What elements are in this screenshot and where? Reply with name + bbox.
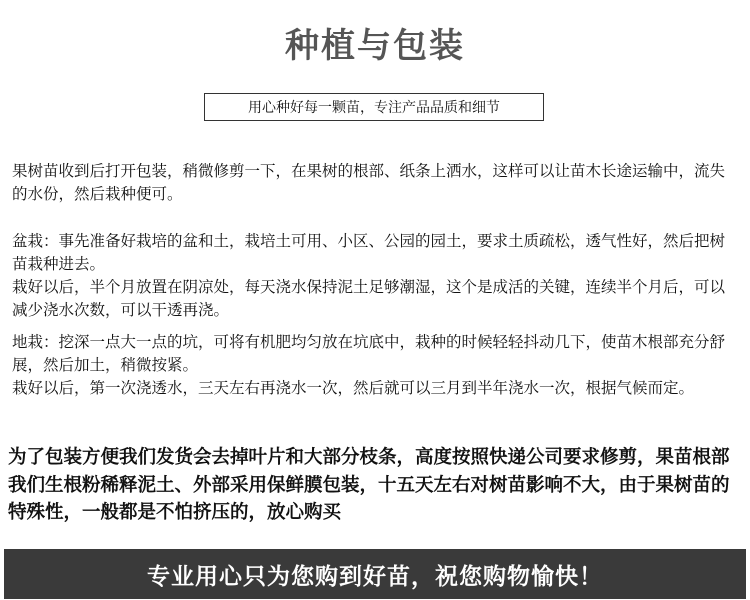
paragraph-potted: 盆栽：事先准备好栽培的盆和土，栽培土可用、小区、公园的园土，要求土质疏松，透气性好，然后把树苗栽种进去。 [12, 232, 726, 273]
banner-text: 专业用心只为您购到好苗，祝您购物愉快！ [147, 562, 603, 590]
footer-banner [4, 549, 746, 599]
paragraph-ground-care: 栽好以后，第一次浇透水，三天左右再浇水一次，然后就可以三月到半年浇水一次，根据气候而定。 [12, 379, 695, 397]
subtitle-text: 用心种好每一颗苗，专注产品品质和细节 [248, 100, 500, 116]
paragraph-receiving: 果树苗收到后打开包装，稍微修剪一下，在果树的根部、纸条上洒水，这样可以让苗木长途运输中，流失的水份，然后栽种便可。 [12, 162, 726, 203]
page-title: 种植与包装 [285, 26, 465, 66]
packaging-notice: 为了包装方便我们发货会去掉叶片和大部分枝条，高度按照快递公司要求修剪，果苗根部我们生根粉稀释泥土、外部采用保鲜膜包装，十五天左右对树苗影响不大，由于果树苗的特殊性，一般都是不怕挤压的，放心购买 [8, 447, 730, 523]
paragraph-potted-care: 栽好以后，半个月放置在阴凉处，每天浇水保持泥土足够潮湿，这个是成活的关键，连续半个月后，可以减少浇水次数，可以干透再浇。 [12, 278, 726, 319]
paragraph-ground: 地栽：挖深一点大一点的坑，可将有机肥均匀放在坑底中，栽种的时候轻轻抖动几下，使苗木根部充分舒展，然后加土，稍微按紧。 [12, 333, 726, 374]
subtitle-box [204, 93, 544, 121]
